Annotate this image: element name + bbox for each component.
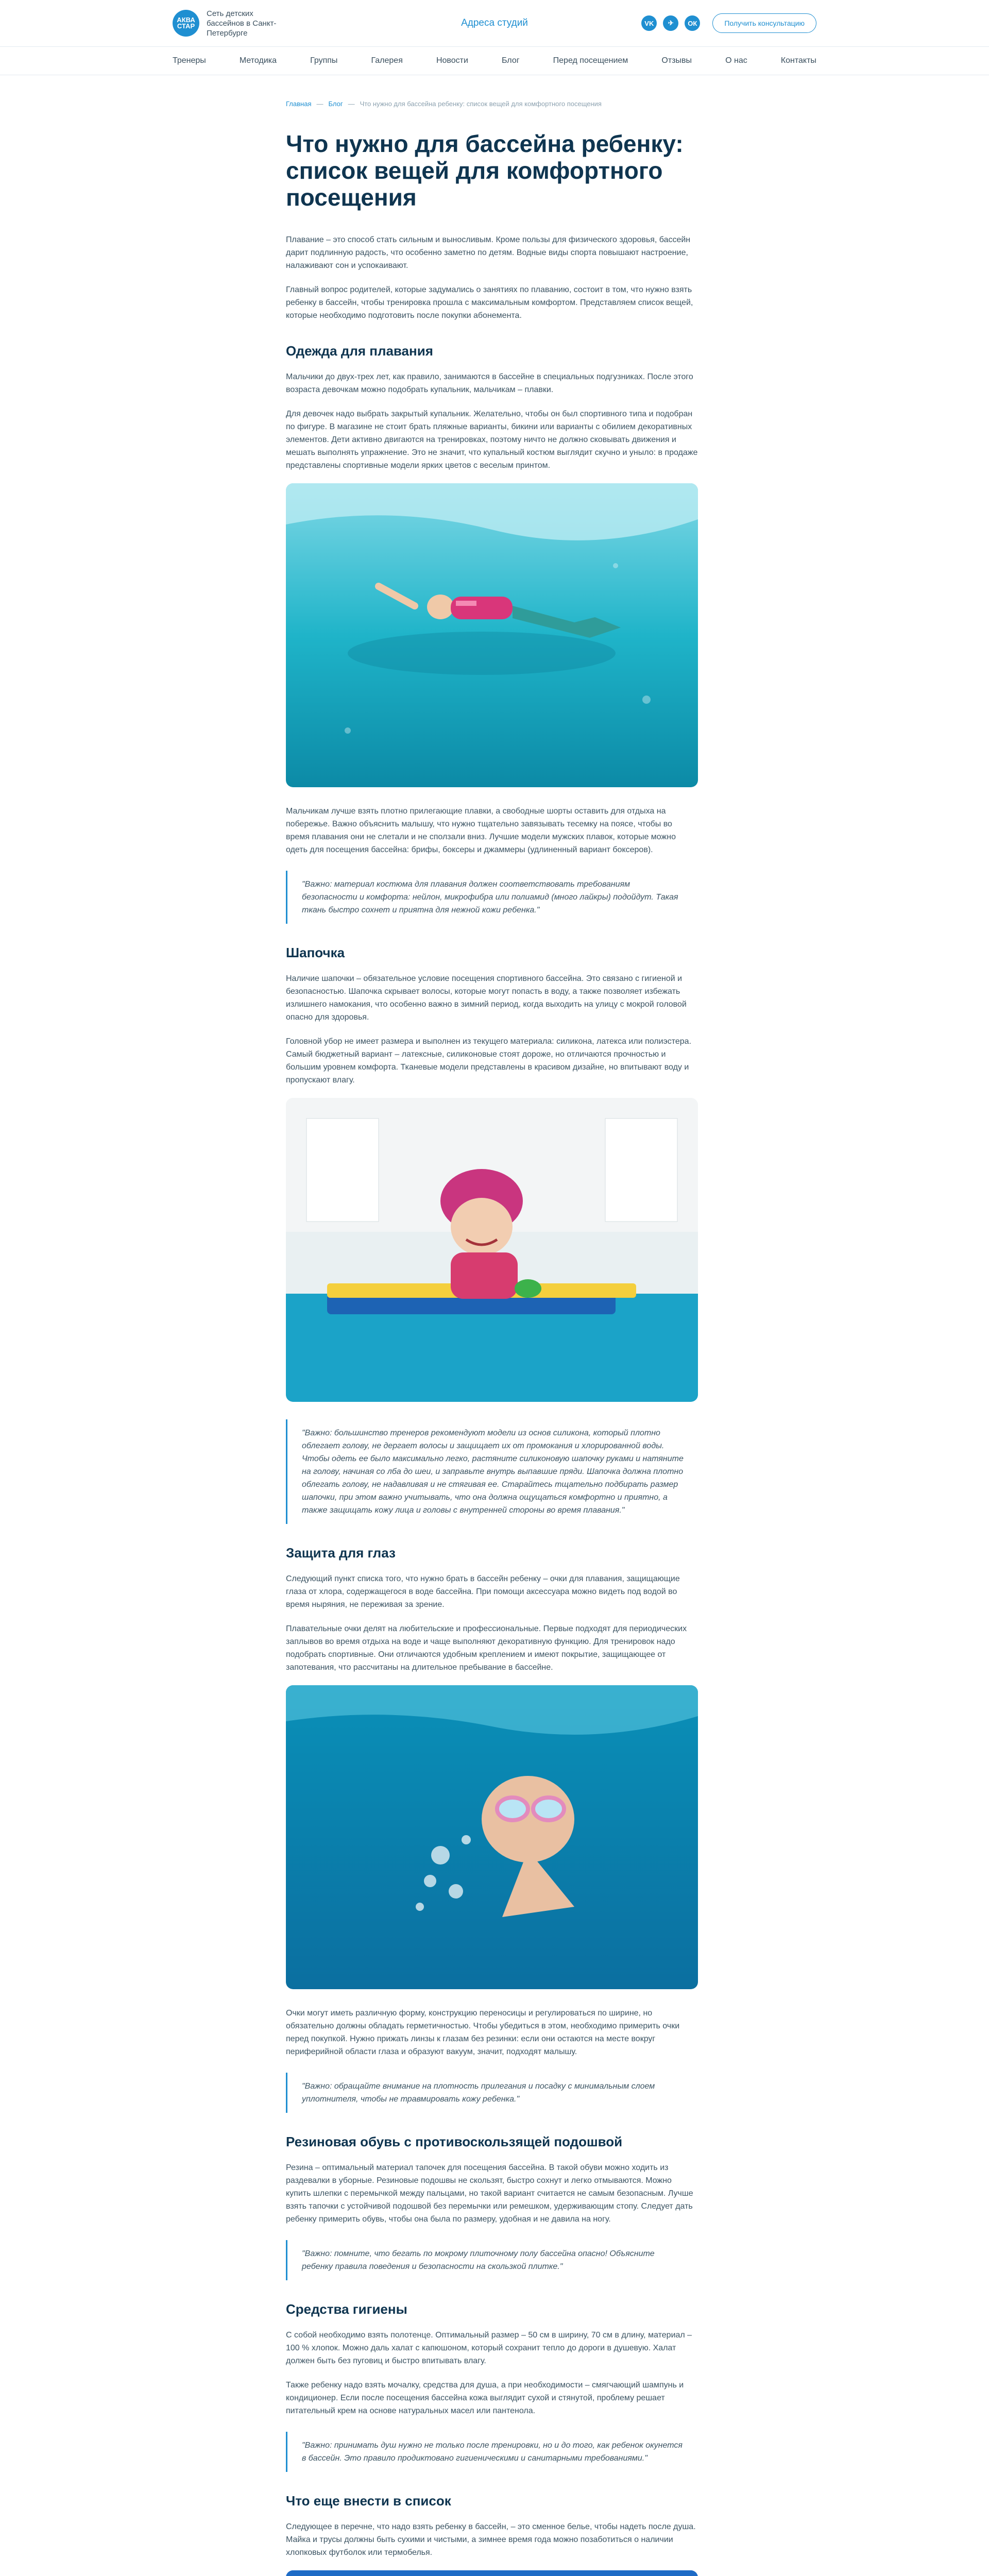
vk-icon[interactable]: VK bbox=[641, 15, 657, 31]
tip-quote: "Важно: помните, что бегать по мокрому плиточному полу бассейна опасно! Объясните ребенку правила поведения и безопасности на скользкой плитке." bbox=[286, 2240, 698, 2280]
paragraph: Головной убор не имеет размера и выполнен из текущего материала: силикона, латекса или полиэстера. Самый бюджетный вариант – латексные, силиконовые стоят дороже, но отличаются прочностью и большим уровнем комфорта. Тканевые модели представлены в красивом дизайне, но впитывают воду и пропускают влагу. bbox=[286, 1037, 692, 1084]
ok-icon[interactable]: ОК bbox=[685, 15, 700, 31]
photo-baby-aquastar bbox=[286, 2570, 698, 2576]
telegram-icon[interactable]: ✈ bbox=[663, 15, 678, 31]
paragraph: Также ребенку надо взять мочалку, средства для душа, а при необходимости – смягчающий шампунь и кондиционер. Если после посещения бассейна кожа выглядит сухой и стянутой, проблему решает питательный крем на основе натуральных масел или пантенола. bbox=[286, 2381, 684, 2415]
nav-item-trainers[interactable]: Тренеры bbox=[173, 56, 206, 65]
logo-mark: АКВА СТАР bbox=[173, 10, 199, 37]
paragraph: Мальчики до двух-трех лет, как правило, занимаются в бассейне в специальных подгузниках. После этого возраста девочкам можно подобрать купальник, мальчикам – плавки. bbox=[286, 372, 693, 394]
tip-quote: "Важно: материал костюма для плавания должен соответствовать требованиям безопасности и комфорта: нейлон, микрофибра или полиамид (много лайкры) подойдут. Такая ткань быстро сохнет и приятна для нежной кожи ребенка." bbox=[286, 871, 698, 924]
tip-quote: "Важно: обращайте внимание на плотность прилегания и посадку с минимальным слоем уплотнителя, чтобы не травмировать кожу ребенка." bbox=[286, 2073, 698, 2113]
section-heading-extra: Что еще внести в список bbox=[286, 2493, 451, 2509]
nav-item-gallery[interactable]: Галерея bbox=[371, 56, 403, 65]
breadcrumb-current: Что нужно для бассейна ребенку: список вещей для комфортного посещения bbox=[360, 100, 602, 108]
breadcrumb-blog[interactable]: Блог bbox=[328, 100, 343, 108]
photo-girl-pool-cap bbox=[286, 1098, 698, 1402]
breadcrumb bbox=[286, 100, 698, 108]
logo-text: Сеть детских бассейнов в Санкт-Петербурге bbox=[207, 9, 277, 38]
tip-quote: "Важно: большинство тренеров рекомендуют модели из основ силикона, который плотно облегает голову, не дергает волосы и защищает их от промокания и хлорированной воды. Чтобы одеть ее было максимально легко, растяните силиконовую шапочку руками и натяните на голову, начиная со лба до шеи, и заправьте внутрь выпавшие пряди. Шапочка должна плотно облегать голову, не надавливая и не стягивая ее. Старайтесь тщательно подбирать размер шапочки, при этом важно учитывать, что она должна ощущаться комфортно и приятно, а также защищать кожу лица и головы с внутренней стороны во время плавания." bbox=[286, 1419, 698, 1524]
goggles-photo-illustration bbox=[286, 1685, 698, 1989]
studios-link[interactable]: Адреса студий bbox=[461, 18, 528, 28]
photo-girl-underwater bbox=[286, 483, 698, 787]
aquastar-photo-illustration bbox=[286, 2570, 698, 2576]
breadcrumb-separator: — bbox=[316, 100, 323, 108]
nav-item-about[interactable]: О нас bbox=[725, 56, 747, 65]
section-heading-clothing: Одежда для плавания bbox=[286, 343, 433, 359]
nav-item-method[interactable]: Методика bbox=[239, 56, 277, 65]
paragraph: Наличие шапочки – обязательное условие посещения спортивного бассейна. Это связано с гигиеной и безопасностью. Шапочка скрывает волосы, которые могут попасть в воду, а также позволяет избежать излишнего намокания, что особенно важно в зимний период, когда выходить на улицу с мокрой головой опасно для здоровья. bbox=[286, 974, 687, 1022]
nav-item-groups[interactable]: Группы bbox=[310, 56, 338, 65]
section-heading-goggles: Защита для глаз bbox=[286, 1545, 396, 1561]
intro-paragraph: Главный вопрос родителей, которые задумались о занятиях по плаванию, состоит в том, что нужно взять ребенку в бассейн, чтобы тренировка прошла с максимальным комфортом. Представляем список вещей, которые необходимо подготовить после покупки абонемента. bbox=[286, 285, 693, 320]
section-heading-shoes: Резиновая обувь с противоскользящей подошвой bbox=[286, 2134, 623, 2149]
top-bar bbox=[0, 0, 989, 46]
logo[interactable] bbox=[173, 9, 289, 38]
section-heading-hygiene: Средства гигиены bbox=[286, 2301, 407, 2317]
site-header bbox=[0, 0, 989, 75]
paragraph: Плавательные очки делят на любительские и профессиональные. Первые подходят для периодических заплывов во время отдыха на воде и чаще выполняют декоративную функцию. Для тренировок надо подобрать спортивные. Они отличаются удобным креплением и имеют покрытие, защищающее от запотевания, что рассчитаны на длительное пребывание в бассейне. bbox=[286, 1624, 687, 1672]
paragraph: Очки могут иметь различную форму, конструкцию переносицы и регулироваться по ширине, но обязательно должны обладать герметичностью. Чтобы убедиться в этом, необходимо примерить очки перед покупкой. Нужно прижать линзы к глазам без резинки: если они остаются на месте вокруг периферийной области глаза и образуют вакуум, значит, подходят малышу. bbox=[286, 2009, 680, 2056]
paragraph: Следующее в перечне, что надо взять ребенку в бассейн, – это сменное белье, чтобы надеть после душа. Майка и трусы должны быть сухими и чистыми, а зимнее время года можно позаботиться о наличии хлопковых футболок или термобелья. bbox=[286, 2522, 696, 2557]
consult-button[interactable]: Получить консультацию bbox=[712, 13, 816, 33]
paragraph: Резина – оптимальный материал тапочек для посещения бассейна. В такой обуви можно ходить из раздевалки в уборные. Резиновые подошвы не скользят, быстро сохнут и легко отмываются. Можно купить шлепки с перемычкой между пальцами, но такой вариант считается не самым безопасным. Лучше взять тапочки с устойчивой подошвой без перемычки или ремешком, удерживающим стопу. Следует дать ребенку примерить обувь, чтобы она была по размеру, удобная и не давила на ногу. bbox=[286, 2163, 693, 2224]
photo-child-goggles-underwater bbox=[286, 1685, 698, 1989]
paragraph: Для девочек надо выбрать закрытый купальник. Желательно, чтобы он был спортивного типа и подобран по фигуре. В магазине не стоит брать пляжные варианты, бикини или варианты с обилием декоративных элементов. Дети активно двигаются на тренировках, поэтому ничто не должно сковывать движения и мешать выполнять упражнение. Это не значит, что купальный костюм выглядит скучно и уныло: в продаже представлены спортивные модели ярких цветов с веселым принтом. bbox=[286, 410, 698, 470]
nav-item-reviews[interactable]: Отзывы bbox=[661, 56, 692, 65]
breadcrumb-home[interactable]: Главная bbox=[286, 100, 312, 108]
paragraph: Мальчикам лучше взять плотно прилегающие плавки, а свободные шорты оставить для отдыха на побережье. Важно объяснить малышу, что нужно тщательно завязывать тесемку на поясе, чтобы во время плавания они не слетали и не сползали вниз. Лучшие модели мужских плавок, которые можно одеть для посещения бассейна: брифы, боксеры и джаммеры (удлиненный вариант боксеров). bbox=[286, 807, 676, 854]
page-title: Что нужно для бассейна ребенку: список вещей для комфортного посещения bbox=[286, 130, 684, 211]
tip-quote: "Важно: принимать душ нужно не только после тренировки, но и до того, как ребенок окунется в бассейн. Это правило продиктовано гигиеническими и санитарными требованиями." bbox=[286, 2432, 698, 2472]
paragraph: С собой необходимо взять полотенце. Оптимальный размер – 50 см в ширину, 70 см в длину, материал – 100 % хлопок. Можно даль халат с капюшоном, который сохранит тепло до дороги в душевую. Халат должен быть без пуговиц и быстро впитывать влагу. bbox=[286, 2331, 692, 2365]
article bbox=[286, 75, 698, 2576]
header-actions bbox=[641, 13, 816, 33]
nav-item-news[interactable]: Новости bbox=[436, 56, 468, 65]
paragraph: Следующий пункт списка того, что нужно брать в бассейн ребенку – очки для плавания, защищающие глаза от хлора, содержащегося в воде бассейна. При помощи аксессуара можно видеть под водой во время ныряния, не переживая за зрение. bbox=[286, 1574, 680, 1609]
nav-item-blog[interactable]: Блог bbox=[501, 56, 520, 65]
pool-cap-photo-illustration bbox=[286, 1098, 698, 1402]
underwater-photo-illustration bbox=[286, 483, 698, 787]
section-heading-cap: Шапочка bbox=[286, 945, 345, 960]
breadcrumb-separator: — bbox=[348, 100, 355, 108]
nav-item-before-visit[interactable]: Перед посещением bbox=[553, 56, 628, 65]
nav-item-contacts[interactable]: Контакты bbox=[780, 56, 816, 65]
main-nav bbox=[0, 46, 989, 75]
intro-paragraph: Плавание – это способ стать сильным и выносливым. Кроме пользы для физического здоровья, бассейн дарит подлинную радость, что особенно заметно по детям. Водные виды спорта повышают настроение, налаживают сон и успокаивают. bbox=[286, 235, 691, 270]
